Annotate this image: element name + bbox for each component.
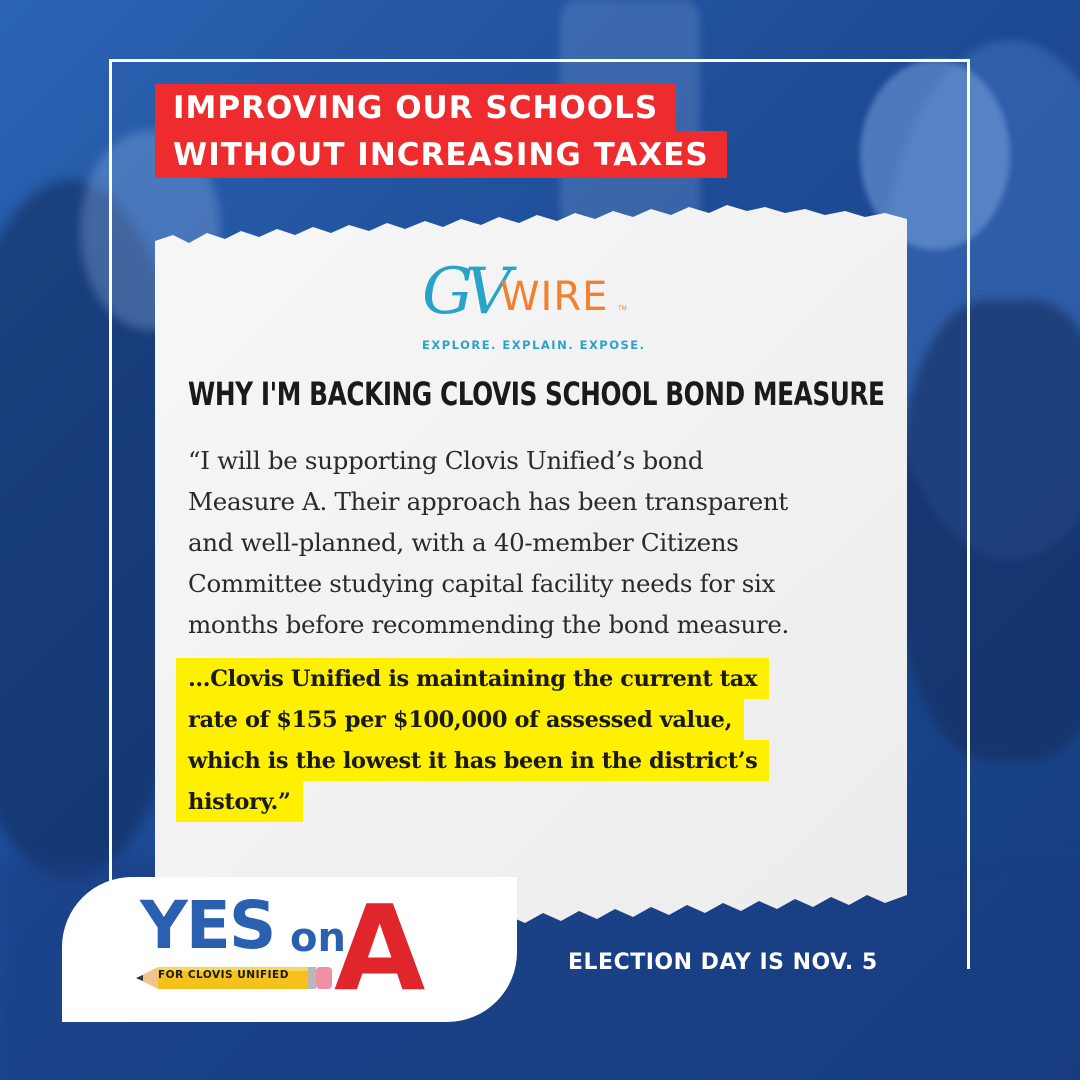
logo-tagline: EXPLORE. EXPLAIN. EXPOSE. xyxy=(422,338,646,352)
badge-yes: YES xyxy=(140,887,275,964)
headline-banner xyxy=(155,84,727,178)
pencil-label: FOR CLOVIS UNIFIED xyxy=(158,969,289,981)
election-day-text: ELECTION DAY IS NOV. 5 xyxy=(568,950,878,975)
headline-line-2: WITHOUT INCREASING TAXES xyxy=(155,131,727,178)
badge-letter-a: A xyxy=(334,879,426,1017)
gvwire-logo xyxy=(422,255,646,358)
logo-gv: GV xyxy=(422,255,504,329)
quote-line: Committee studying capital facility needs for six xyxy=(188,569,776,598)
highlight-line: rate of $155 per $100,000 of assessed value, xyxy=(176,699,744,740)
quote-text xyxy=(188,440,888,645)
quote-line: Measure A. Their approach has been transparent xyxy=(188,487,788,516)
logo-trademark: TM xyxy=(618,306,627,312)
quote-line: “I will be supporting Clovis Unified’s bond xyxy=(188,446,704,475)
quote-line: and well-planned, with a 40-member Citizens xyxy=(188,528,739,557)
quote-line: months before recommending the bond measure. xyxy=(188,610,790,639)
card-title: WHY I'M BACKING CLOVIS SCHOOL BOND MEASURE xyxy=(188,375,885,413)
badge-on: on xyxy=(290,915,346,961)
headline-line-1: IMPROVING OUR SCHOOLS xyxy=(155,84,676,131)
logo-wire: WIRE xyxy=(500,274,609,320)
yes-on-a-badge xyxy=(62,877,517,1022)
highlight-line: which is the lowest it has been in the district’s xyxy=(176,740,769,781)
highlight-line: history.” xyxy=(176,781,303,822)
highlighted-quote xyxy=(176,658,769,822)
highlight-line: …Clovis Unified is maintaining the current tax xyxy=(176,658,769,699)
